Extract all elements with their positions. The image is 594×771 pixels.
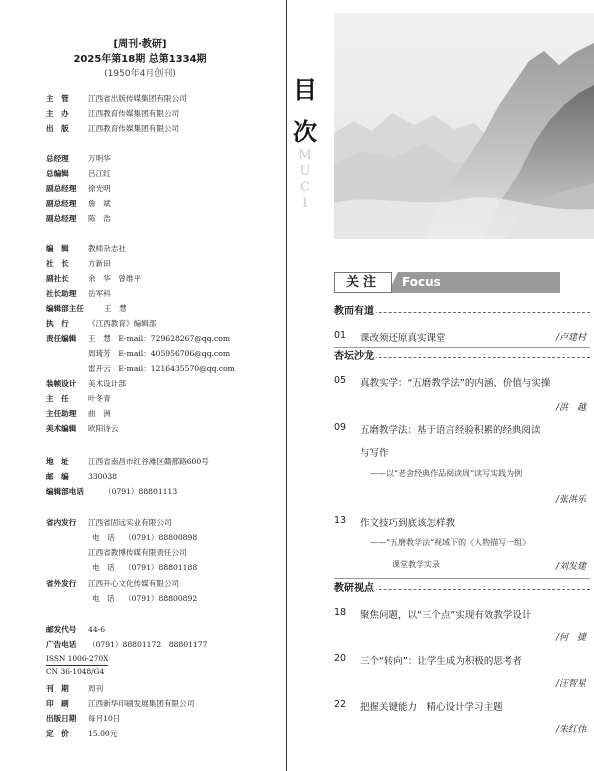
info-row: 副总经理 詹 斌 — [46, 199, 111, 208]
left-column — [0, 0, 286, 771]
toc-author: /张洪乐 — [555, 495, 586, 505]
info-row: 主任助理 曲 洲 — [46, 409, 111, 418]
toc-title-cont: 与写作 — [360, 448, 389, 459]
contents-title-char-1: 目 — [293, 76, 317, 104]
toc-subtitle: ——以“老舍经典作品阅读周”读写实践为例 — [370, 469, 523, 478]
info-row: 社长助理 岳军科 — [46, 289, 111, 298]
landscape-ink-painting — [334, 13, 594, 239]
info-row: 主 任 叶冬青 — [46, 394, 111, 403]
toc-subtitle: ——“五磨教学法”视域下的《人物描写一组》 — [370, 538, 531, 547]
toc-author: /洪 越 — [555, 403, 586, 413]
info-row: 总经理 万明华 — [46, 154, 111, 163]
toc-title: 真教实学：“五磨教学法”的内涵、价值与实操 — [360, 378, 551, 389]
info-row: 地 址 江西省南昌市红谷滩区赣都路600号 — [46, 457, 209, 466]
info-row: 出版日期 每月10日 — [46, 714, 121, 723]
toc-page-number: 13 — [334, 515, 347, 526]
toc-title: 聚焦问题，以“三个点”实现有效教学设计 — [360, 610, 532, 621]
divider — [334, 578, 590, 579]
toc-page-number: 20 — [334, 653, 347, 664]
info-row: 社 长 方新田 — [46, 259, 111, 268]
toc-author: /卢建村 — [555, 333, 586, 343]
info-row: 电 话 （0791）88800898 — [92, 533, 198, 542]
divider-line — [286, 0, 287, 771]
toc-page-number: 09 — [334, 422, 347, 433]
toc-item[interactable] — [334, 607, 590, 647]
info-row: 周琦芳 E-mail：405956706@qq.com — [88, 349, 231, 358]
info-row: 邮 编 330038 — [46, 472, 117, 481]
info-row: 副社长 余 华 曾维平 — [46, 274, 142, 283]
toc-author: /刘发建 — [555, 562, 586, 572]
toc-page-number: 22 — [334, 699, 347, 710]
info-row: 美术编辑 欧阳诗云 — [46, 424, 119, 433]
divider — [334, 347, 590, 348]
toc-author: /朱红伟 — [555, 725, 586, 735]
section-header: 教研视点 — [334, 582, 590, 596]
toc-page-number: 18 — [334, 607, 347, 618]
toc-item[interactable] — [334, 699, 590, 739]
info-row: 广告电话 （0791）88801172 88801177 — [46, 640, 208, 649]
toc-title: 五磨教学法：基于语言经验积累的经典阅读 — [360, 425, 541, 436]
masthead — [40, 38, 240, 81]
info-row: 定 价 15.00元 — [46, 729, 118, 738]
toc-author: /汪智星 — [555, 679, 586, 689]
info-row: 执 行 《江西教育》编辑部 — [46, 319, 157, 328]
section-header: 教而有道 — [334, 305, 590, 319]
info-row: 刊 期 周刊 — [46, 684, 104, 693]
focus-label-cn: 关注 — [334, 272, 392, 293]
focus-label-en: Focus — [394, 272, 560, 293]
info-row: 省外发行 江西开心文化传媒有限公司 — [46, 579, 180, 588]
toc-title: 把握关键能力 精心设计学习主题 — [360, 702, 503, 713]
contents-pinyin: M U C I — [298, 148, 312, 211]
toc-title: 作文技巧到底该怎样教 — [360, 518, 456, 529]
info-row: 江西省教博传媒有限责任公司 — [88, 548, 187, 557]
toc-author: /何 捷 — [555, 633, 586, 643]
toc-item[interactable] — [334, 375, 590, 415]
info-row: 邮发代号 44-6 — [46, 625, 106, 634]
cn-number: CN 36-1048/G4 — [46, 667, 105, 676]
info-row: 雷开云 E-mail：1216435570@qq.com — [88, 364, 235, 373]
info-row: 省内发行 江西省固远实业有限公司 — [46, 518, 172, 527]
info-row: 总编辑 吕江红 — [46, 169, 111, 178]
info-row: 装帧设计 美术设计部 — [46, 379, 126, 388]
contents-title-char-2: 次 — [293, 118, 317, 146]
publication-type: [周刊·教研] — [113, 39, 167, 50]
info-row: 印 刷 江西新华印刷发展集团有限公司 — [46, 699, 195, 708]
info-row: 电 话 （0791）88801188 — [92, 563, 198, 572]
info-row: 主 办 江西教育传媒集团有限公司 — [46, 109, 180, 118]
info-row: 主 管 江西省出版传媒集团有限公司 — [46, 94, 187, 103]
info-row: 编 辑 教师杂志社 — [46, 244, 126, 253]
info-row: 出 版 江西教育传媒集团有限公司 — [46, 124, 180, 133]
toc-title: 三个“转向”：让学生成为积极的思考者 — [360, 656, 522, 667]
issue-number: 2025年第18期 总第1334期 — [73, 54, 207, 65]
section-header: 杏坛沙龙 — [334, 350, 590, 364]
info-row: 电 话 （0791）88800892 — [92, 594, 198, 603]
founded-date: (1950年4月创刊) — [104, 69, 176, 79]
issn-number: ISSN 1006-270X — [46, 653, 108, 666]
info-row: 副总经理 徐光明 — [46, 184, 111, 193]
toc-subtitle-cont: 课堂教学实录 — [392, 560, 440, 569]
info-row: 副总经理 陈 浩 — [46, 214, 111, 223]
toc-page-number: 01 — [334, 330, 347, 341]
toc-item[interactable] — [334, 515, 590, 575]
info-row: 编辑部电话 （0791）88801113 — [46, 487, 178, 496]
info-row: 编辑部主任 王 慧 — [46, 304, 127, 313]
toc-title: 课改须还原真实课堂 — [360, 333, 446, 344]
toc-page-number: 05 — [334, 375, 347, 386]
focus-banner — [334, 272, 560, 293]
info-row: 责任编辑 王 慧 E-mail：729628267@qq.com — [46, 334, 231, 343]
toc-item[interactable] — [334, 422, 590, 507]
toc-item[interactable] — [334, 653, 590, 693]
